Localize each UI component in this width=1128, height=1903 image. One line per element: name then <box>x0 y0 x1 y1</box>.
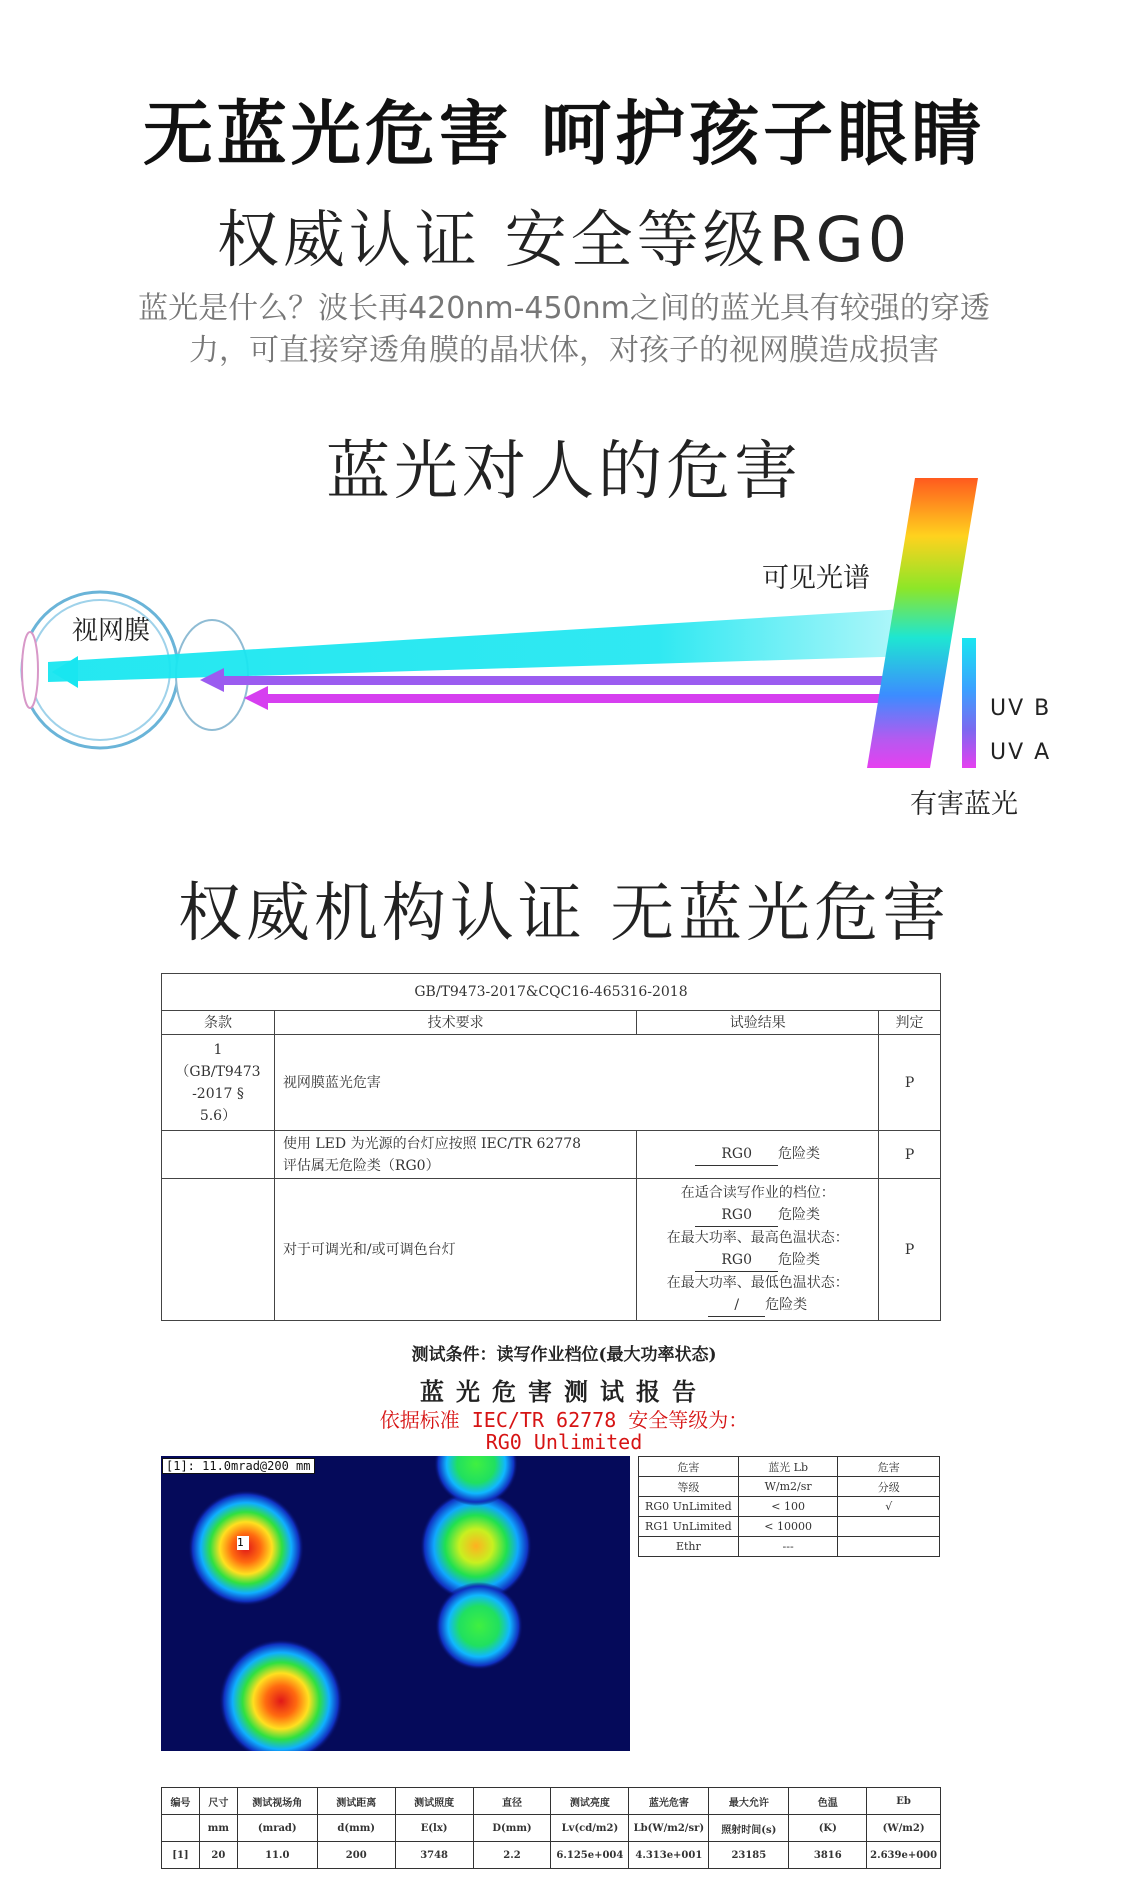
result-line <box>637 1204 878 1227</box>
spectrum-label: 可见光谱 <box>762 563 870 594</box>
requirement-cell: 对于可调光和/或可调色台灯 <box>274 1179 636 1321</box>
spot-label: 1 <box>237 1536 244 1549</box>
section-harm-title: 蓝光对人的危害 <box>326 435 802 509</box>
heat-spot <box>435 1582 523 1670</box>
report-title: 蓝光危害测试报告 <box>420 1377 708 1406</box>
header-cell: (W/m2) <box>867 1815 941 1842</box>
header-cell: (K) <box>789 1815 867 1842</box>
clause-line: 5.6） <box>199 1107 237 1124</box>
header-cell: 蓝光 Lb <box>738 1457 838 1477</box>
table-cell: Ethr <box>639 1537 739 1557</box>
clause-cell <box>162 1035 275 1131</box>
table-cell: 20 <box>199 1842 237 1869</box>
result-value: RG0 <box>695 1143 778 1166</box>
header-cell: W/m2/sr <box>738 1477 838 1497</box>
result-value: RG0 <box>695 1249 778 1272</box>
subtitle: 权威认证 安全等级RG0 <box>216 203 912 276</box>
result-cell <box>637 1179 879 1321</box>
standard-table <box>161 973 941 1321</box>
section-cert-title: 权威机构认证 无蓝光危害 <box>177 877 951 951</box>
cyan-beam <box>48 608 920 682</box>
header-cell: Eb <box>867 1788 941 1815</box>
result-line <box>637 1249 878 1272</box>
requirement-line: 使用 LED 为光源的台灯应按照 IEC/TR 62778 <box>282 1135 582 1152</box>
header-cell: 测试照度 <box>395 1788 473 1815</box>
table-cell: 23185 <box>709 1842 789 1869</box>
test-conditions: 测试条件：读写作业档位(最大功率状态) <box>411 1345 717 1365</box>
result-suffix: 危险类 <box>778 1146 821 1162</box>
col-clause: 条款 <box>162 1011 275 1035</box>
intro-line-1: 蓝光是什么？波长再420nm-450nm之间的蓝光具有较强的穿透 <box>138 291 990 326</box>
table-header-row <box>639 1457 940 1477</box>
table-row <box>162 1842 941 1869</box>
table-cell: 11.0 <box>237 1842 317 1869</box>
table-cell: [1] <box>162 1842 200 1869</box>
header-cell: 尺寸 <box>199 1788 237 1815</box>
header-cell: mm <box>199 1815 237 1842</box>
harmful-blue-light-label: 有害蓝光 <box>910 789 1018 820</box>
uva-label: UV A <box>990 740 1052 765</box>
retina-label: 视网膜 <box>72 616 151 646</box>
header-cell: 测试视场角 <box>237 1788 317 1815</box>
col-judgement: 判定 <box>879 1011 941 1035</box>
header-cell: 危害 <box>639 1457 739 1477</box>
table-cell: RG1 UnLimited <box>639 1517 739 1537</box>
header-cell: Lv(cd/m2) <box>551 1815 629 1842</box>
requirement-cell <box>274 1131 636 1179</box>
header-cell <box>162 1815 200 1842</box>
table-row <box>639 1497 940 1517</box>
result-suffix: 危险类 <box>778 1252 821 1268</box>
table-row <box>639 1517 940 1537</box>
col-result: 试验结果 <box>637 1011 879 1035</box>
table-cell: < 10000 <box>738 1517 838 1537</box>
judgement-cell: P <box>879 1035 941 1131</box>
table-cell: 3748 <box>395 1842 473 1869</box>
heatmap-image <box>161 1456 630 1751</box>
heatmap-label: [1]: 11.0mrad@200 mm <box>162 1458 315 1474</box>
table-header-row <box>162 1815 941 1842</box>
result-line: 在最大功率、最高色温状态： <box>666 1230 849 1246</box>
table-cell: 3816 <box>789 1842 867 1869</box>
measurement-table <box>161 1787 941 1869</box>
header-cell: 照射时间(s) <box>709 1815 789 1842</box>
header-cell: 最大允许 <box>709 1788 789 1815</box>
table-row <box>162 1131 941 1179</box>
clause-line: -2017 § <box>192 1085 244 1102</box>
table-cell: 6.125e+004 <box>551 1842 629 1869</box>
table-cell: 200 <box>317 1842 395 1869</box>
result-line <box>637 1294 878 1317</box>
table-cell: 2.639e+000 <box>867 1842 941 1869</box>
header-cell: 编号 <box>162 1788 200 1815</box>
header-cell: D(mm) <box>473 1815 551 1842</box>
result-line: 在最大功率、最低色温状态： <box>666 1275 849 1291</box>
table-row <box>162 1179 941 1321</box>
header-cell: E(lx) <box>395 1815 473 1842</box>
blue-light-diagram <box>0 470 1128 830</box>
hazard-class-table <box>638 1456 940 1557</box>
table-cell: --- <box>738 1537 838 1557</box>
judgement-cell: P <box>879 1131 941 1179</box>
clause-line: （GB/T9473 <box>175 1063 261 1080</box>
clause-line: 1 <box>213 1041 223 1058</box>
table-cell: 2.2 <box>473 1842 551 1869</box>
header-cell: 直径 <box>473 1788 551 1815</box>
header-cell: d(mm) <box>317 1815 395 1842</box>
header-cell: Lb(W/m2/sr) <box>629 1815 709 1842</box>
clause-cell <box>162 1179 275 1321</box>
header-cell: 分级 <box>838 1477 940 1497</box>
table-cell <box>838 1517 940 1537</box>
header-cell: 蓝光危害 <box>629 1788 709 1815</box>
uvb-beam <box>218 676 908 685</box>
result-value: RG0 <box>695 1204 778 1227</box>
result-line: 在适合读写作业的档位： <box>680 1185 835 1201</box>
judgement-cell: P <box>879 1179 941 1321</box>
clause-cell <box>162 1131 275 1179</box>
report-grade: RG0 Unlimited <box>485 1430 643 1454</box>
cyan-arrow-icon <box>52 656 78 688</box>
uv-bar <box>962 638 976 768</box>
result-value: / <box>708 1294 765 1317</box>
header-cell: 测试亮度 <box>551 1788 629 1815</box>
header-cell: 等级 <box>639 1477 739 1497</box>
table-cell: RG0 UnLimited <box>639 1497 739 1517</box>
result-suffix: 危险类 <box>778 1207 821 1223</box>
col-requirement: 技术要求 <box>274 1011 636 1035</box>
table-row <box>162 1035 941 1131</box>
table-cell: 4.313e+001 <box>629 1842 709 1869</box>
result-suffix: 危险类 <box>765 1297 808 1313</box>
header-cell: 危害 <box>838 1457 940 1477</box>
main-title: 无蓝光危害 呵护孩子眼睛 <box>142 93 986 175</box>
intro-line-2: 力，可直接穿透角膜的晶状体，对孩子的视网膜造成损害 <box>189 333 939 368</box>
table-cell <box>838 1537 940 1557</box>
requirement-line: 评估属无危险类（RG0） <box>282 1157 440 1174</box>
header-cell: 测试距离 <box>317 1788 395 1815</box>
table-cell: < 100 <box>738 1497 838 1517</box>
table-header-row <box>639 1477 940 1497</box>
requirement-cell: 视网膜蓝光危害 <box>274 1035 878 1131</box>
table-cell: √ <box>838 1497 940 1517</box>
header-cell: (mrad) <box>237 1815 317 1842</box>
table-header-row <box>162 1788 941 1815</box>
intro-text <box>60 288 1068 372</box>
uva-beam <box>262 694 908 703</box>
report-standard: 依据标准 IEC/TR 62778 安全等级为： <box>379 1408 749 1432</box>
standard-table-header: GB/T9473-2017&CQC16-465316-2018 <box>162 974 941 1011</box>
table-row <box>639 1537 940 1557</box>
uvb-label: UV B <box>990 696 1052 721</box>
result-cell <box>637 1131 879 1179</box>
header-cell: 色温 <box>789 1788 867 1815</box>
